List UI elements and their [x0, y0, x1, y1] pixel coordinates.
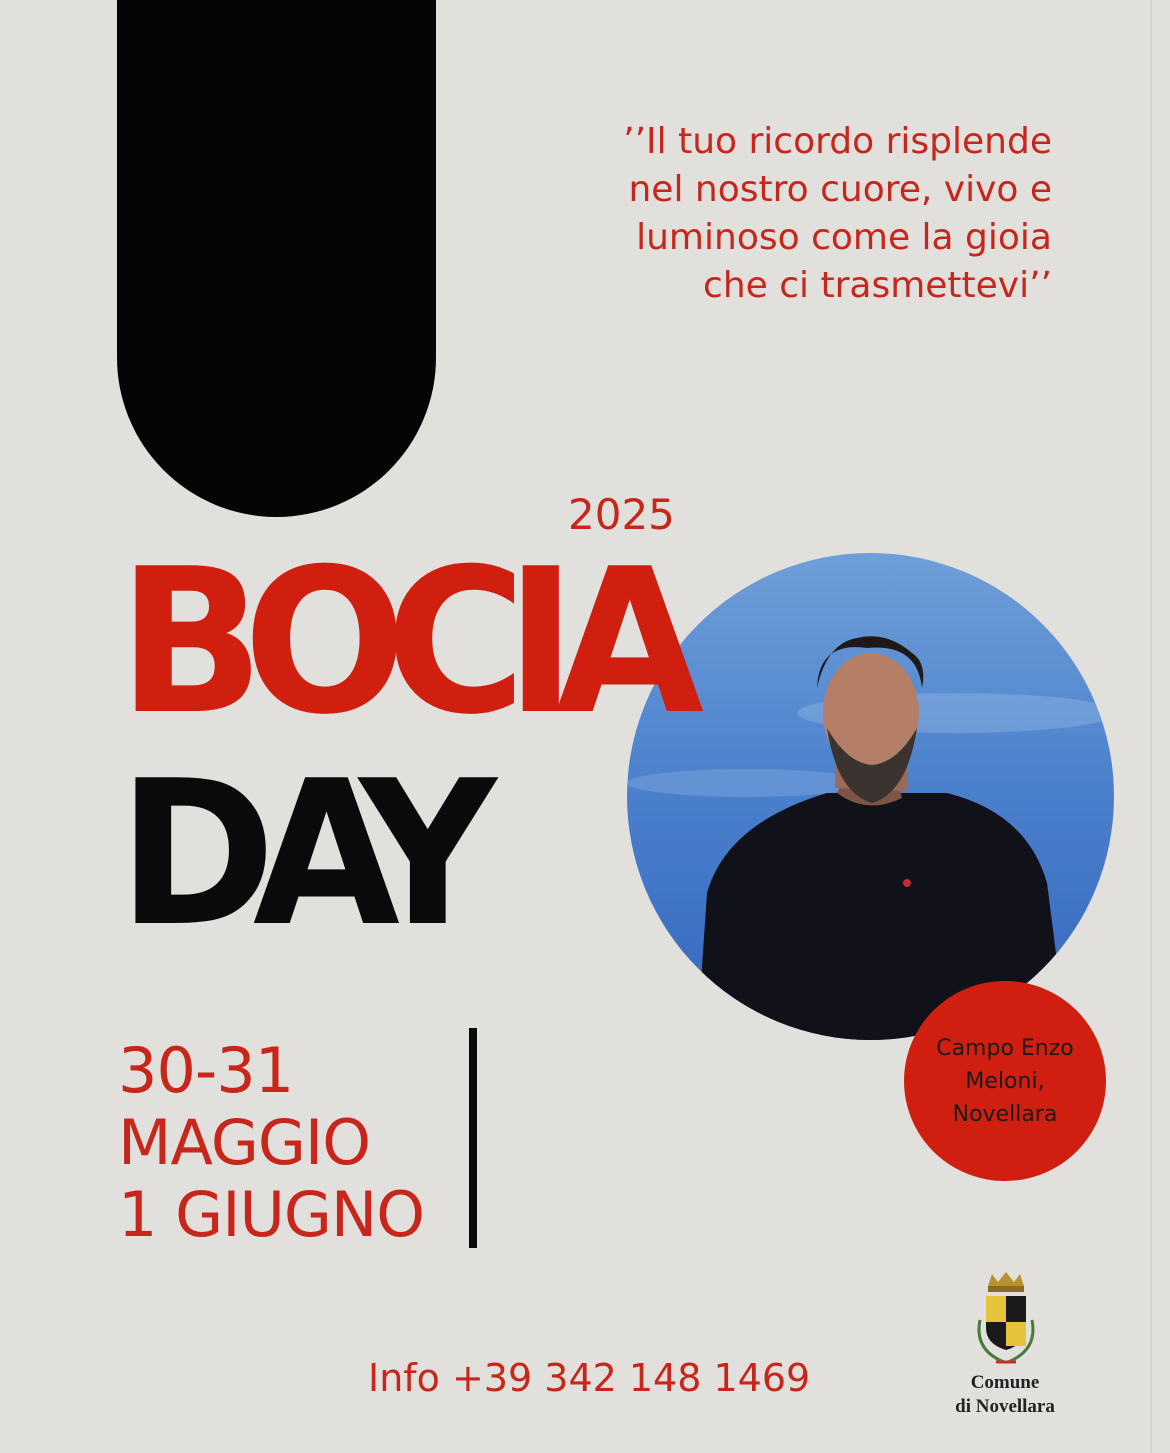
memorial-quote	[532, 118, 1052, 310]
venue-line: Campo Enzo	[936, 1035, 1074, 1061]
event-year: 2025	[568, 490, 675, 539]
black-pill-shape	[117, 0, 436, 517]
coat-of-arms-icon	[966, 1270, 1046, 1372]
date-line: 1 GIUGNO	[118, 1178, 425, 1251]
title-day: DAY	[118, 738, 474, 971]
quote-line: luminoso come la gioia	[636, 217, 1052, 258]
venue-line: Meloni,	[965, 1068, 1045, 1094]
info-phone: Info +39 342 148 1469	[368, 1356, 811, 1400]
vertical-divider	[469, 1028, 477, 1248]
date-line: MAGGIO	[118, 1106, 370, 1179]
quote-line: ’’Il tuo ricordo risplende	[623, 121, 1052, 162]
portrait-photo	[627, 553, 1114, 1040]
edge-line	[1150, 0, 1152, 1453]
title-bocia: BOCIA	[118, 526, 683, 759]
logo-line: Comune	[970, 1372, 1040, 1393]
venue-line: Novellara	[952, 1101, 1058, 1127]
venue-badge	[904, 981, 1106, 1181]
event-dates	[118, 1035, 424, 1251]
comune-logo-text	[930, 1371, 1080, 1419]
date-line: 30-31	[118, 1034, 294, 1107]
quote-line: nel nostro cuore, vivo e	[628, 169, 1052, 210]
quote-line: che ci trasmettevi’’	[703, 265, 1052, 306]
logo-line: di Novellara	[955, 1396, 1055, 1417]
